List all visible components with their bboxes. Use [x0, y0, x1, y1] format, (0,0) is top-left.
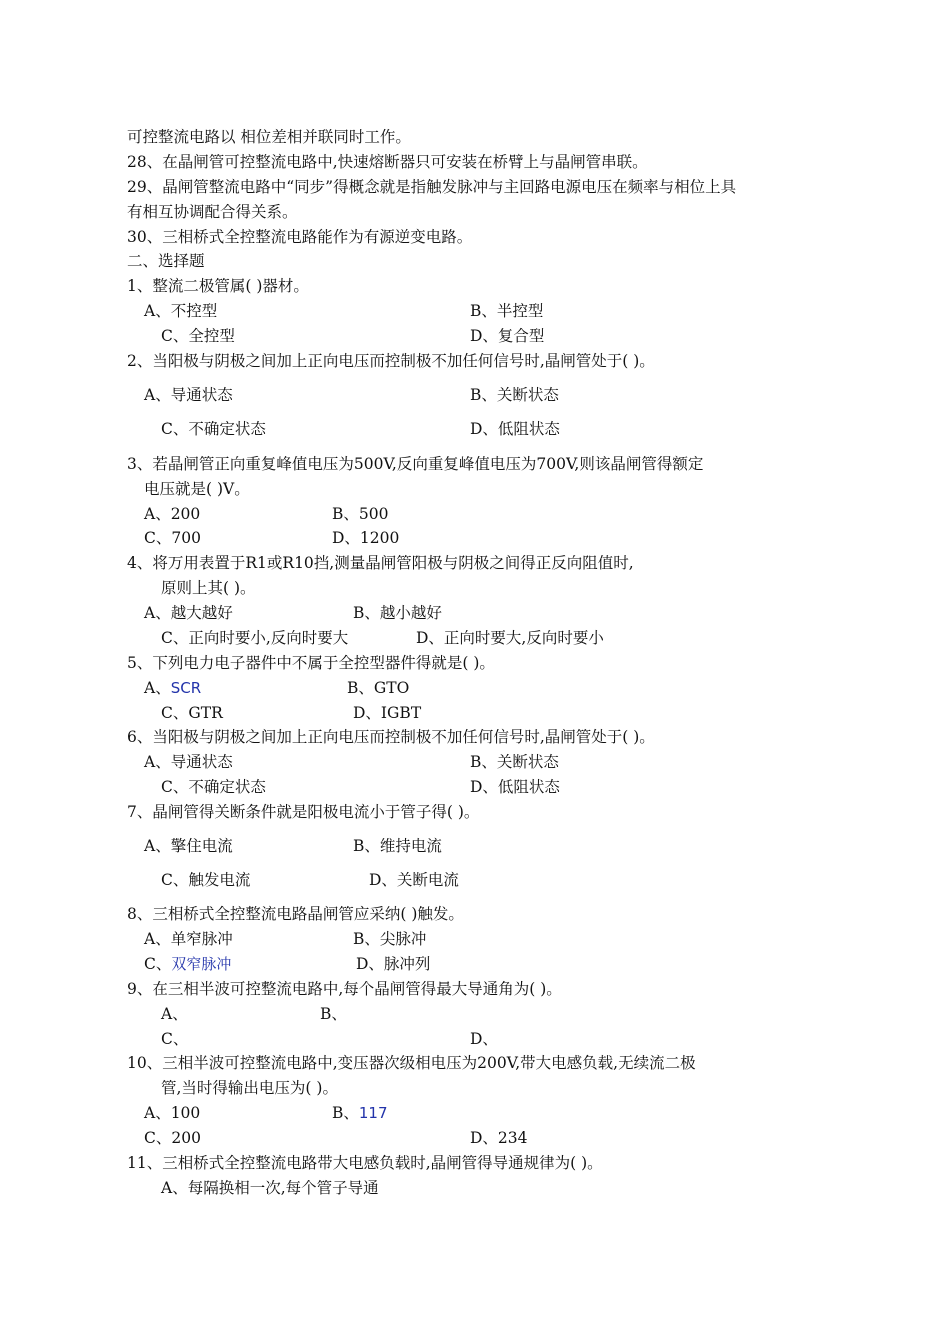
option-a: A、导通状态 [144, 386, 233, 404]
option-b: B、GTO [347, 679, 410, 697]
option-a: A、 [161, 1005, 188, 1023]
option-c: C、不确定状态 [161, 420, 266, 438]
option-a [144, 678, 201, 698]
question-stem-cont: 原则上其( )。 [161, 579, 256, 597]
option-d: D、1200 [332, 529, 400, 547]
question-stem: 10、三相半波可控整流电路中,变压器次级相电压为200V,带大电感负载,无续流二极 [127, 1054, 696, 1072]
question-stem: 6、当阳极与阴极之间加上正向电压而控制极不加任何信号时,晶闸管处于( )。 [127, 728, 655, 746]
option-b: B、尖脉冲 [353, 930, 427, 948]
question-stem: 5、下列电力电子器件中不属于全控型器件得就是( )。 [127, 654, 495, 672]
option-a: A、单窄脉冲 [144, 930, 233, 948]
option-prefix: C、 [144, 955, 172, 973]
option-b: B、关断状态 [470, 386, 559, 404]
option-value-highlighted: 117 [358, 1104, 388, 1122]
question-stem: 9、在三相半波可控整流电路中,每个晶闸管得最大导通角为( )。 [127, 980, 562, 998]
text-line: 30、三相桥式全控整流电路能作为有源逆变电路。 [127, 228, 473, 246]
option-b: B、500 [332, 505, 389, 523]
question-stem: 1、整流二极管属( )器材。 [127, 277, 309, 295]
option-a: A、100 [144, 1104, 201, 1122]
question-stem: 2、当阳极与阴极之间加上正向电压而控制极不加任何信号时,晶闸管处于( )。 [127, 352, 655, 370]
text-line: 28、在晶闸管可控整流电路中,快速熔断器只可安装在桥臂上与晶闸管串联。 [127, 153, 648, 171]
text-line: 可控整流电路以 相位差相并联同时工作。 [127, 128, 411, 146]
question-stem: 8、三相桥式全控整流电路晶闸管应采纳( )触发。 [127, 905, 464, 923]
question-stem-cont: 管,当时得输出电压为( )。 [161, 1079, 338, 1097]
option-c: C、不确定状态 [161, 778, 266, 796]
option-value-highlighted: 双窄脉冲 [171, 955, 232, 973]
question-stem: 4、将万用表置于R1或R10挡,测量晶闸管阳极与阴极之间得正反向阻值时, [127, 554, 634, 572]
option-b: B、半控型 [470, 302, 544, 320]
option-c: C、200 [144, 1129, 201, 1147]
option-prefix: B、 [332, 1104, 359, 1122]
option-b: B、维持电流 [353, 837, 442, 855]
option-b: B、 [320, 1005, 347, 1023]
option-d: D、脉冲列 [356, 955, 431, 973]
option-a: A、200 [144, 505, 201, 523]
text-line: 29、晶闸管整流电路中“同步”得概念就是指触发脉冲与主回路电源电压在频率与相位上具 [127, 178, 737, 196]
option-c: C、 [161, 1030, 189, 1048]
option-d: D、低阻状态 [470, 778, 560, 796]
option-a: A、越大越好 [144, 604, 233, 622]
option-a: A、导通状态 [144, 753, 233, 771]
option-a: A、每隔换相一次,每个管子导通 [161, 1179, 379, 1197]
option-c: C、正向时要小,反向时要大 [161, 629, 349, 647]
option-c: C、触发电流 [161, 871, 251, 889]
option-d: D、关断电流 [369, 871, 459, 889]
option-a: A、擎住电流 [144, 837, 233, 855]
option-b [332, 1103, 388, 1123]
option-c: C、700 [144, 529, 201, 547]
option-b: B、越小越好 [353, 604, 442, 622]
question-stem: 7、晶闸管得关断条件就是阳极电流小于管子得( )。 [127, 803, 480, 821]
option-c: C、GTR [161, 704, 223, 722]
option-c: C、全控型 [161, 327, 235, 345]
option-prefix: A、 [144, 679, 171, 697]
text-line: 有相互协调配合得关系。 [127, 203, 298, 221]
option-a: A、不控型 [144, 302, 218, 320]
option-value-highlighted: SCR [170, 679, 202, 697]
option-b: B、关断状态 [470, 753, 559, 771]
option-d: D、复合型 [470, 327, 545, 345]
question-stem: 3、若晶闸管正向重复峰值电压为500V,反向重复峰值电压为700V,则该晶闸管得额定 [127, 455, 704, 473]
option-d: D、正向时要大,反向时要小 [416, 629, 604, 647]
section-heading: 二、选择题 [127, 252, 205, 270]
option-c [144, 954, 231, 974]
option-d: D、 [470, 1030, 498, 1048]
option-d: D、低阻状态 [470, 420, 560, 438]
question-stem-cont: 电压就是( )V。 [144, 480, 250, 498]
option-d: D、IGBT [353, 704, 422, 722]
option-d: D、234 [470, 1129, 528, 1147]
question-stem: 11、三相桥式全控整流电路带大电感负载时,晶闸管得导通规律为( )。 [127, 1154, 603, 1172]
